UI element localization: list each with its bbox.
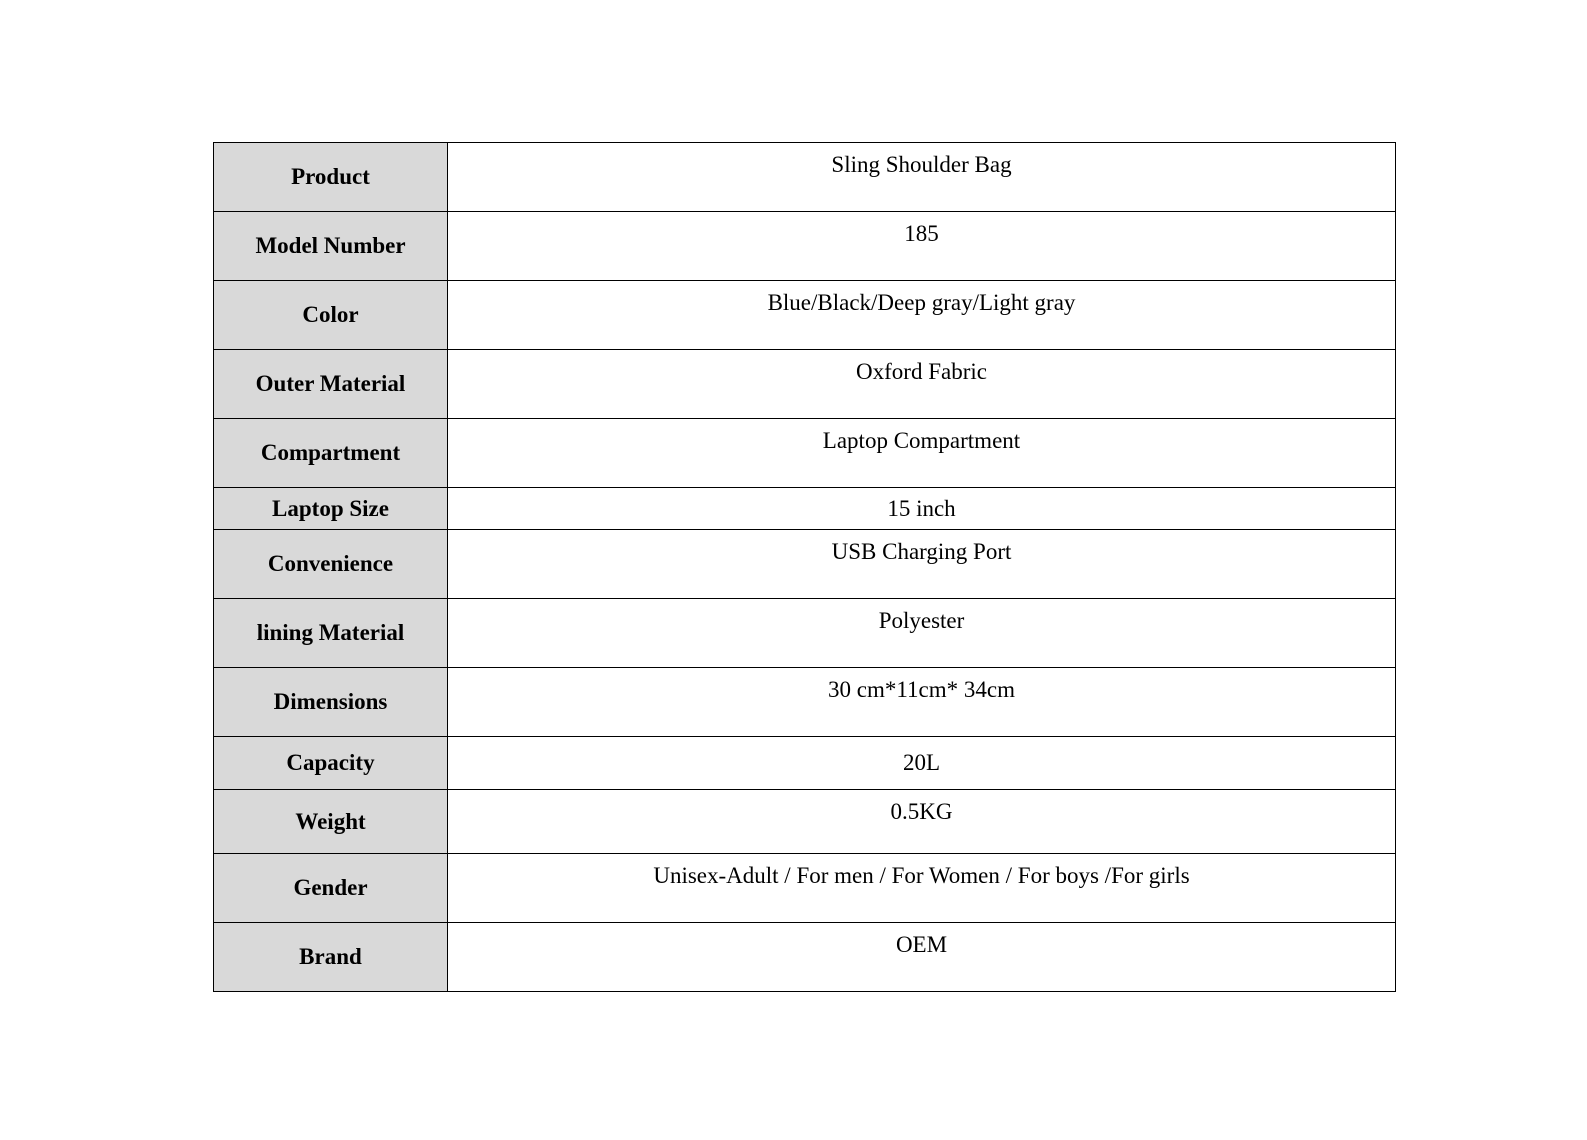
spec-value: Sling Shoulder Bag <box>448 143 1396 212</box>
spec-label: Color <box>214 281 448 350</box>
table-row <box>214 854 1396 923</box>
table-row <box>214 737 1396 790</box>
spec-label: Laptop Size <box>214 488 448 530</box>
spec-label: Outer Material <box>214 350 448 419</box>
spec-value: Polyester <box>448 599 1396 668</box>
spec-label: Model Number <box>214 212 448 281</box>
spec-value: OEM <box>448 923 1396 992</box>
spec-label: Convenience <box>214 530 448 599</box>
table-row <box>214 350 1396 419</box>
spec-label: Product <box>214 143 448 212</box>
table-row <box>214 599 1396 668</box>
spec-value: 30 cm*11cm* 34cm <box>448 668 1396 737</box>
product-spec-table <box>213 142 1396 992</box>
spec-label: Brand <box>214 923 448 992</box>
table-row <box>214 530 1396 599</box>
table-row <box>214 790 1396 854</box>
table-row <box>214 668 1396 737</box>
table-row <box>214 488 1396 530</box>
spec-value: Unisex-Adult / For men / For Women / For boys /For girls <box>448 854 1396 923</box>
spec-value: Oxford Fabric <box>448 350 1396 419</box>
spec-value: 20L <box>448 737 1396 790</box>
table-row <box>214 143 1396 212</box>
spec-label: Weight <box>214 790 448 854</box>
spec-value: USB Charging Port <box>448 530 1396 599</box>
spec-value: Laptop Compartment <box>448 419 1396 488</box>
spec-value: 15 inch <box>448 488 1396 530</box>
table-row <box>214 923 1396 992</box>
spec-value: 185 <box>448 212 1396 281</box>
table-row <box>214 212 1396 281</box>
spec-value: 0.5KG <box>448 790 1396 854</box>
spec-label: Compartment <box>214 419 448 488</box>
spec-label: lining Material <box>214 599 448 668</box>
table-row <box>214 419 1396 488</box>
spec-label: Capacity <box>214 737 448 790</box>
spec-value: Blue/Black/Deep gray/Light gray <box>448 281 1396 350</box>
table-row <box>214 281 1396 350</box>
spec-label: Dimensions <box>214 668 448 737</box>
spec-label: Gender <box>214 854 448 923</box>
